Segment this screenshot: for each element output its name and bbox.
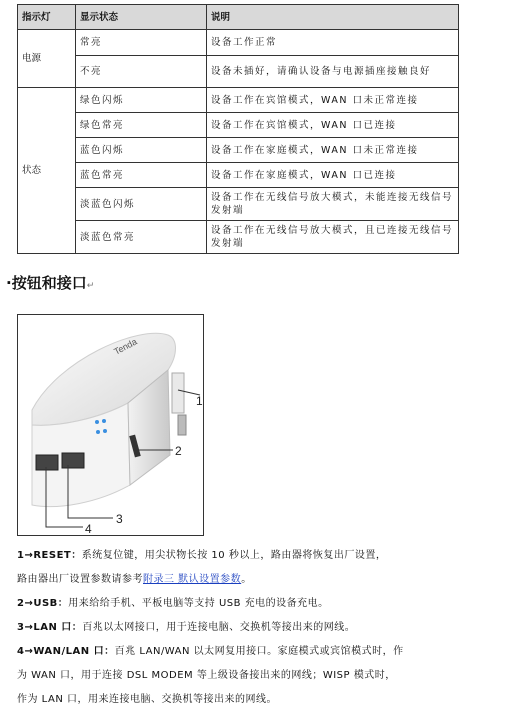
state-cell: 常亮 <box>76 30 207 56</box>
item-usb <box>17 592 465 616</box>
table-row <box>18 88 459 113</box>
brand-label: Tenda <box>112 336 139 357</box>
indicator-power: 电源 <box>18 30 76 88</box>
indicator-status: 状态 <box>18 88 76 254</box>
item-reset-cont <box>17 568 465 592</box>
item-label: 3→LAN 口： <box>17 622 83 633</box>
item-reset <box>17 544 465 568</box>
state-cell: 绿色常亮 <box>76 113 207 138</box>
item-label: 1→RESET： <box>17 550 82 561</box>
led-dot <box>95 420 99 424</box>
item-text: 百兆以太网接口，用于连接电脑、交换机等接出来的网线。 <box>82 622 356 633</box>
led-indicator-table <box>17 4 459 254</box>
state-cell: 蓝色闪烁 <box>76 138 207 163</box>
lan-port <box>62 453 84 468</box>
item-text: 。 <box>241 574 252 585</box>
item-text: 系统复位键，用尖状物长按 10 秒以上，路由器将恢复出厂设置， <box>81 550 387 561</box>
description-cell: 设备工作在宾馆模式，WAN 口已连接 <box>207 113 459 138</box>
item-lan <box>17 616 465 640</box>
description-cell: 设备工作正常 <box>207 30 459 56</box>
state-cell: 淡蓝色常亮 <box>76 221 207 254</box>
reset-slot <box>172 373 184 413</box>
description-cell: 设备工作在家庭模式，WAN 口未正常连接 <box>207 138 459 163</box>
callout-2: 2 <box>175 444 182 458</box>
header-state: 显示状态 <box>76 5 207 30</box>
section-heading: ·按钮和接口↵ <box>6 274 95 292</box>
item-label: 4→WAN/LAN 口： <box>17 646 115 657</box>
item-label: 2→USB： <box>17 598 69 609</box>
table-header-row <box>18 5 459 30</box>
appendix-link[interactable]: 附录三 默认设置参数 <box>143 574 242 585</box>
return-mark: ↵ <box>86 281 95 291</box>
header-description: 说明 <box>207 5 459 30</box>
router-illustration <box>18 315 203 535</box>
table-row <box>18 113 459 138</box>
table-row <box>18 188 459 221</box>
description-cell: 设备未插好，请确认设备与电源插座接触良好 <box>207 56 459 88</box>
led-dot <box>103 429 107 433</box>
table-row <box>18 138 459 163</box>
item-text: 用来给给手机、平板电脑等支持 USB 充电的设备充电。 <box>68 598 329 609</box>
state-cell: 绿色闪烁 <box>76 88 207 113</box>
item-wanlan-cont <box>17 688 465 712</box>
description-cell: 设备工作在无线信号放大模式，未能连接无线信号发射端 <box>207 188 459 221</box>
callout-1: 1 <box>196 394 203 408</box>
item-text: 为 WAN 口，用于连接 DSL MODEM 等上级设备接出来的网线；WISP 模式时， <box>17 670 396 681</box>
description-cell: 设备工作在家庭模式，WAN 口已连接 <box>207 163 459 188</box>
table-row <box>18 56 459 88</box>
plug-pins <box>178 415 186 435</box>
item-wanlan-cont <box>17 664 465 688</box>
item-wanlan <box>17 640 465 664</box>
table-row <box>18 221 459 254</box>
wan-lan-port <box>36 455 58 470</box>
description-cell: 设备工作在无线信号放大模式，且已连接无线信号发射端 <box>207 221 459 254</box>
item-text: 百兆 LAN/WAN 以太网复用接口。家庭模式或宾馆模式时，作 <box>114 646 404 657</box>
callout-3: 3 <box>116 512 123 526</box>
port-descriptions <box>17 544 465 712</box>
description-cell: 设备工作在宾馆模式，WAN 口未正常连接 <box>207 88 459 113</box>
state-cell: 蓝色常亮 <box>76 163 207 188</box>
section-title: 按钮和接口 <box>11 274 87 292</box>
state-cell: 不亮 <box>76 56 207 88</box>
table-row <box>18 30 459 56</box>
table-row <box>18 163 459 188</box>
device-figure <box>17 314 204 536</box>
header-indicator: 指示灯 <box>18 5 76 30</box>
state-cell: 淡蓝色闪烁 <box>76 188 207 221</box>
led-dot <box>102 419 106 423</box>
item-text: 路由器出厂设置参数请参考 <box>17 574 143 585</box>
callout-4: 4 <box>85 522 92 535</box>
item-text: 作为 LAN 口，用来连接电脑、交换机等接出来的网线。 <box>17 694 277 705</box>
led-dot <box>96 430 100 434</box>
